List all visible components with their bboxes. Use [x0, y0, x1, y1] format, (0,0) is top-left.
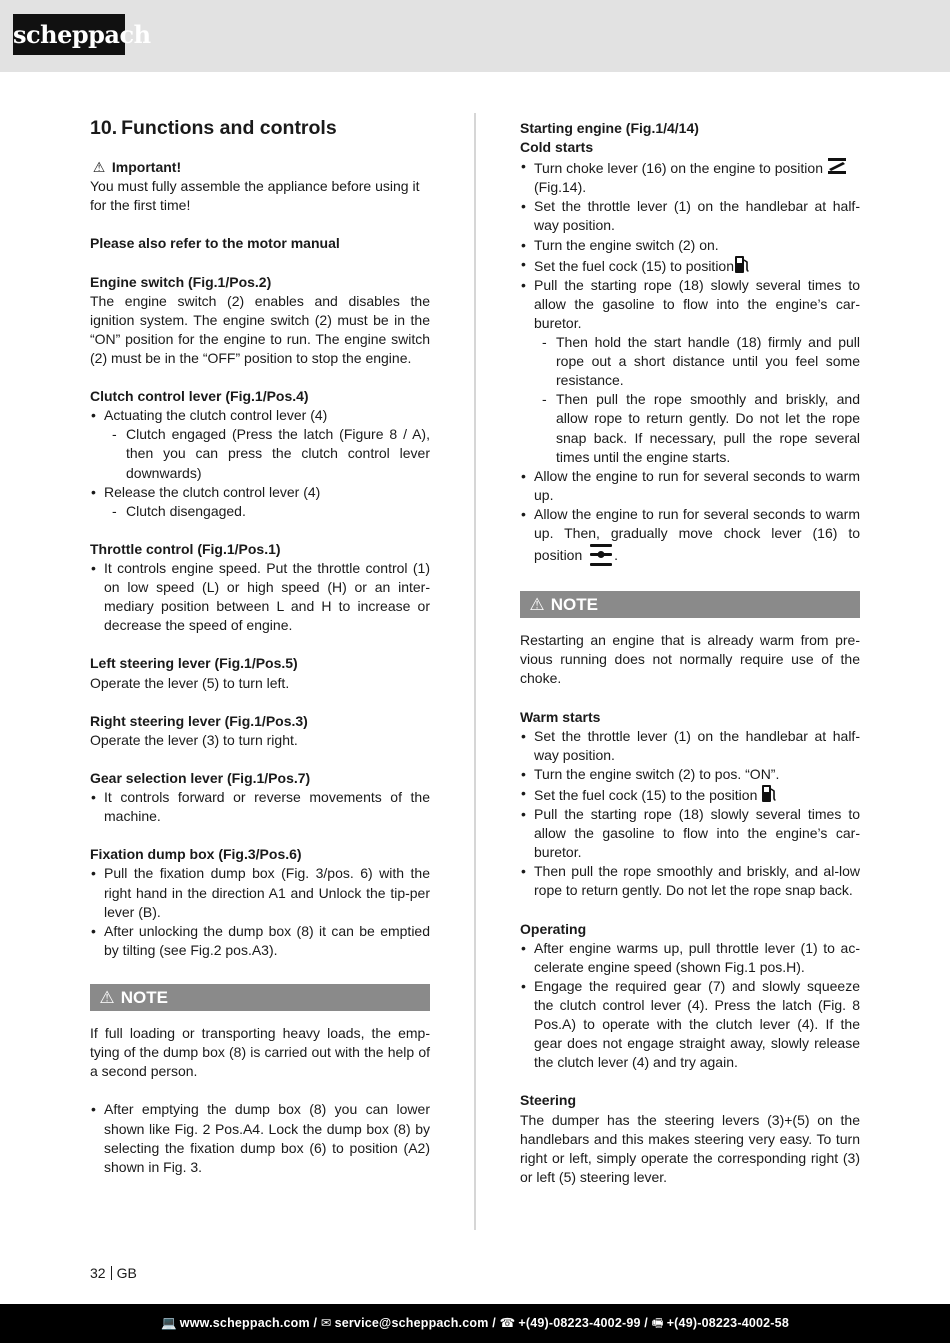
fax-icon: 🖷 — [651, 1316, 664, 1330]
note-banner: ⚠ NOTE — [520, 591, 860, 618]
footer-fax: +(49)-08223-4002-58 — [666, 1316, 789, 1330]
header-bar — [0, 0, 950, 72]
list-item: • After unlocking the dump box (8) it can be emptied by tilting (see Fig.2 pos.A3). — [90, 922, 430, 960]
right-column — [520, 119, 860, 1187]
list-item: • Engage the required gear (7) and slowly squeeze the clutch control lever (4). Press the latch (Fig. 8 Pos.A) to operate with the clutch lever (4). If the gear does not engage straight away, slowly release the clutch lever (4) and try again. — [520, 977, 860, 1072]
left-steering-text: Operate the lever (5) to turn left. — [90, 674, 290, 691]
list-subitem: - Clutch engaged (Press the latch (Figure 8 / A), then you can press the clutch control lever downwards) — [90, 425, 430, 482]
note-text: If full loading or transporting heavy loads, the emp-tying of the dump box (8) is carried out with the help of a second person. — [90, 1025, 430, 1080]
list-subitem: - Then pull the rope smoothly and briskly, and allow rope to return gently. Do not let the rope snap back. If necessary, pull the rope several times until the engine starts. — [520, 390, 860, 466]
list-item: • Turn choke lever (16) on the engine to position (Fig.14). — [520, 157, 860, 197]
left-steering-heading: Left steering lever (Fig.1/Pos.5) — [90, 655, 298, 672]
steering-text: The dumper has the steering levers (3)+(5) on the handlebars and this makes steering very easy. To turn right or left, simply operate the corresponding right (3) or left (5) steering lever. — [520, 1111, 860, 1185]
operating-heading: Operating — [520, 920, 587, 937]
warning-triangle-icon: ⚠ — [529, 595, 545, 615]
list-item: • Set the throttle lever (1) on the handlebar at half-way position. — [520, 727, 860, 765]
list-item: • Turn the engine switch (2) to pos. “ON”. — [520, 765, 860, 784]
footer-email-link[interactable]: service@scheppach.com / — [334, 1316, 496, 1330]
column-divider — [474, 113, 476, 1230]
mail-icon: ✉ — [320, 1316, 332, 1330]
list-item: • It controls engine speed. Put the throttle control (1) on low speed (L) or high speed (H) or an inter-mediary position between L and H to increase or decrease the speed of engine. — [90, 559, 430, 635]
steering-heading: Steering — [520, 1092, 577, 1109]
list-item: • It controls forward or reverse movements of the machine. — [90, 788, 430, 826]
list-item: • Then pull the rope smoothly and briskly, and al-low rope to return gently. Do not let the rope snap back. — [520, 862, 860, 900]
fixation-heading: Fixation dump box (Fig.3/Pos.6) — [90, 846, 302, 863]
engine-switch-heading: Engine switch (Fig.1/Pos.2) — [90, 273, 272, 290]
fuel-cock-icon — [734, 255, 750, 274]
list-item: • After engine warms up, pull throttle lever (1) to ac-celerate engine speed (shown Fig.1 pos.H). — [520, 939, 860, 977]
left-column — [90, 118, 430, 1177]
footer-phone: +(49)-08223-4002-99 / — [518, 1316, 648, 1330]
throttle-heading: Throttle control (Fig.1/Pos.1) — [90, 540, 281, 557]
list-item: • Pull the fixation dump box (Fig. 3/pos. 6) with the right hand in the direction A1 and Unlock the tip-per lever (B). — [90, 864, 430, 921]
engine-switch-text: The engine switch (2) enables and disables the ignition system. The engine switch (2) must be in the “ON” position for the engine to run. The engine switch (2) must be in the “OFF” position to stop the engine. — [90, 292, 430, 366]
choke-open-icon — [588, 543, 614, 567]
list-item: • After emptying the dump box (8) you can lower shown like Fig. 2 Pos.A4. Lock the dump box (8) by selecting the fixation dump box (6) to position (A2) shown in Fig. 3. — [90, 1100, 430, 1176]
clutch-list — [90, 406, 430, 425]
starting-engine-heading: Starting engine (Fig.1/4/14) — [520, 120, 699, 136]
section-title: 10. Functions and controls — [90, 117, 337, 139]
cold-starts-heading: Cold starts — [520, 139, 594, 156]
choke-icon — [827, 157, 847, 175]
footer-bar — [0, 1304, 950, 1343]
list-item: • Pull the starting rope (18) slowly several times to allow the gasoline to flow into the engine’s car-buretor. — [520, 805, 860, 862]
warning-triangle-icon: ⚠ — [99, 988, 115, 1008]
scheppach-logo: scheppach — [13, 14, 125, 55]
phone-icon: ☎ — [499, 1316, 516, 1330]
list-item: • Release the clutch control lever (4) — [90, 483, 430, 502]
footer-web-link[interactable]: www.scheppach.com / — [179, 1316, 318, 1330]
list-item: • Actuating the clutch control lever (4) — [90, 406, 430, 425]
page-number: 32 GB — [90, 1265, 137, 1281]
list-item: • Pull the starting rope (18) slowly several times to allow the gasoline to flow into the engine’s car-buretor. — [520, 276, 860, 333]
note-text: Restarting an engine that is already warm from pre-vious running does not normally require use of the choke. — [520, 632, 860, 687]
motor-manual-note: Please also refer to the motor manual — [90, 235, 340, 252]
warm-starts-heading: Warm starts — [520, 708, 601, 725]
important-heading: ⚠ Important! — [90, 158, 430, 177]
list-item: • Turn the engine switch (2) on. — [520, 236, 860, 255]
note-banner: ⚠ NOTE — [90, 984, 430, 1011]
list-item: • Set the throttle lever (1) on the handlebar at half-way position. — [520, 197, 860, 235]
list-item: • Allow the engine to run for several seconds to warm up. Then, gradually move chock lever (16) to position . — [520, 505, 860, 567]
clutch-heading: Clutch control lever (Fig.1/Pos.4) — [90, 388, 309, 405]
list-item: • Set the fuel cock (15) to the position — [520, 784, 860, 805]
right-steering-heading: Right steering lever (Fig.1/Pos.3) — [90, 712, 308, 729]
list-item: • Allow the engine to run for several seconds to warm up. — [520, 467, 860, 505]
gear-heading: Gear selection lever (Fig.1/Pos.7) — [90, 770, 311, 786]
important-text: You must fully assemble the appliance before using it for the first time! — [90, 178, 420, 214]
right-steering-text: Operate the lever (3) to turn right. — [90, 731, 298, 748]
list-item: • Set the fuel cock (15) to position — [520, 255, 860, 276]
computer-icon: 💻 — [161, 1316, 177, 1330]
list-subitem: - Clutch disengaged. — [90, 502, 430, 521]
fuel-cock-icon — [761, 784, 777, 803]
warning-triangle-icon: ⚠ — [92, 159, 106, 175]
list-subitem: - Then hold the start handle (18) firmly and pull rope out a short distance until you feel some resistance. — [520, 333, 860, 390]
